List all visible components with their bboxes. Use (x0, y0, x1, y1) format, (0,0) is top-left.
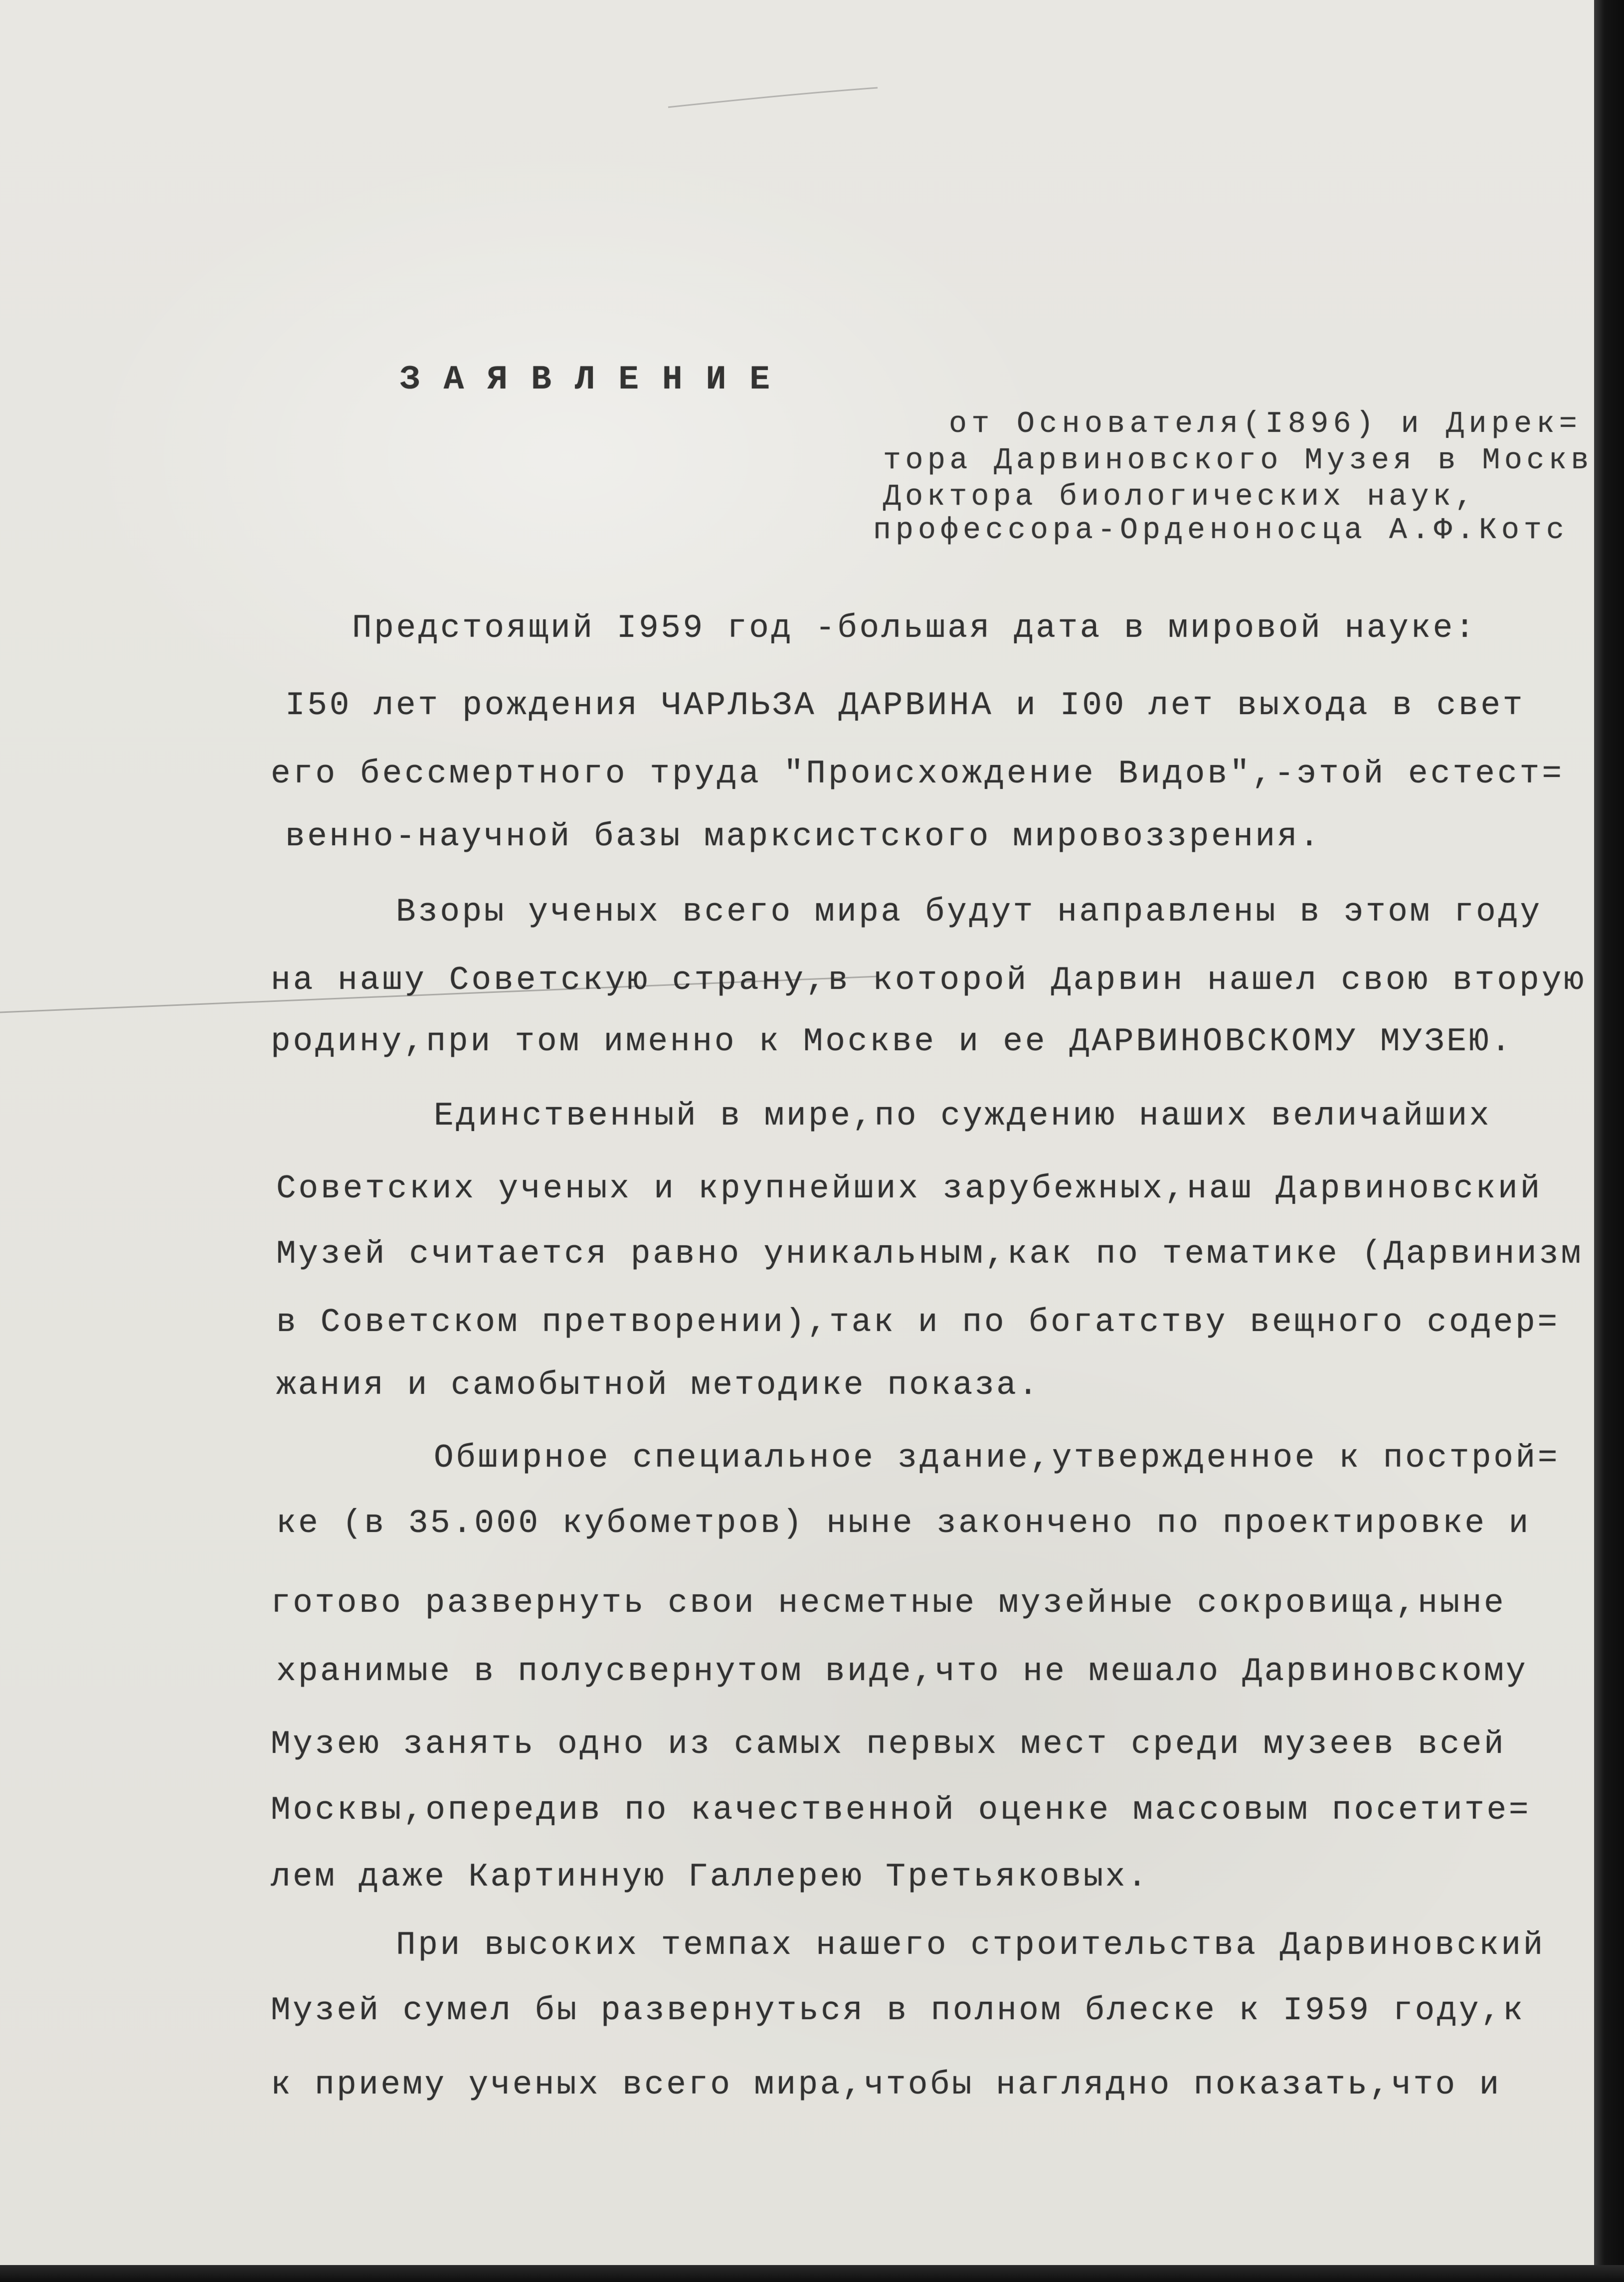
body-line: Москвы,опередив по качественной оценке массовым посетите= (271, 1791, 1531, 1829)
body-line: Музей сумел бы развернуться в полном блеске к I959 году,к (271, 1992, 1525, 2029)
body-line: I50 лет рождения ЧАРЛЬЗА ДАРВИНА и I00 лет выхода в свет (285, 687, 1525, 724)
body-line: Музей считается равно уникальным,как по тематике (Дарвинизм (276, 1235, 1584, 1273)
body-line: венно-научной базы марксистского мировоззрения. (285, 818, 1322, 855)
body-line: Взоры ученых всего мира будут направлены в этом году (396, 893, 1542, 931)
body-line: к приему ученых всего мира,чтобы наглядно показать,что и (271, 2066, 1501, 2103)
scan-border-bottom (0, 2265, 1624, 2282)
body-line: готово развернуть свои несметные музейные сокровища,ныне (271, 1584, 1506, 1622)
attribution-line: профессора-Орденоносца А.Ф.Котс (873, 514, 1569, 548)
body-line: в Советском претворении),так и по богатству вещного содер= (276, 1304, 1560, 1341)
body-line: Музею занять одно из самых первых мест среди музеев всей (271, 1725, 1506, 1763)
scan-border-right (1594, 0, 1624, 2282)
body-line: его бессмертного труда "Происхождение Видов",-этой естест= (271, 755, 1565, 792)
body-line: родину,при том именно к Москве и ее ДАРВИНОВСКОМУ МУЗЕЮ. (271, 1023, 1513, 1060)
body-line: Предстоящий I959 год -большая дата в мировой науке: (352, 609, 1477, 647)
body-line: При высоких темпах нашего строительства Дарвиновский (396, 1926, 1545, 1964)
statement-title: З А Я В Л Е Н И Е (400, 361, 772, 399)
body-line: жания и самобытной методике показа. (276, 1366, 1040, 1404)
attribution-line: Доктора биологических наук, (883, 480, 1477, 514)
body-line: лем даже Картинную Галлерею Третьяковых. (271, 1858, 1149, 1896)
body-line: Советских ученых и крупнейших зарубежных,наш Дарвиновский (276, 1170, 1543, 1207)
body-line: хранимые в полусвернутом виде,что не мешало Дарвиновскому (276, 1653, 1528, 1690)
body-line: Обширное специальное здание,утвержденное к построй= (434, 1439, 1560, 1477)
body-line: на нашу Советскую страну,в которой Дарвин нашел свою вторую (271, 961, 1587, 999)
attribution-line: от Основателя(I896) и Дирек= (949, 407, 1582, 441)
body-line: Единственный в мире,по суждению наших величайших (434, 1097, 1491, 1135)
body-line: ке (в 35.000 кубометров) ныне закончено по проектировке и (276, 1505, 1531, 1542)
attribution-line: тора Дарвиновского Музея в Москв (883, 444, 1593, 478)
